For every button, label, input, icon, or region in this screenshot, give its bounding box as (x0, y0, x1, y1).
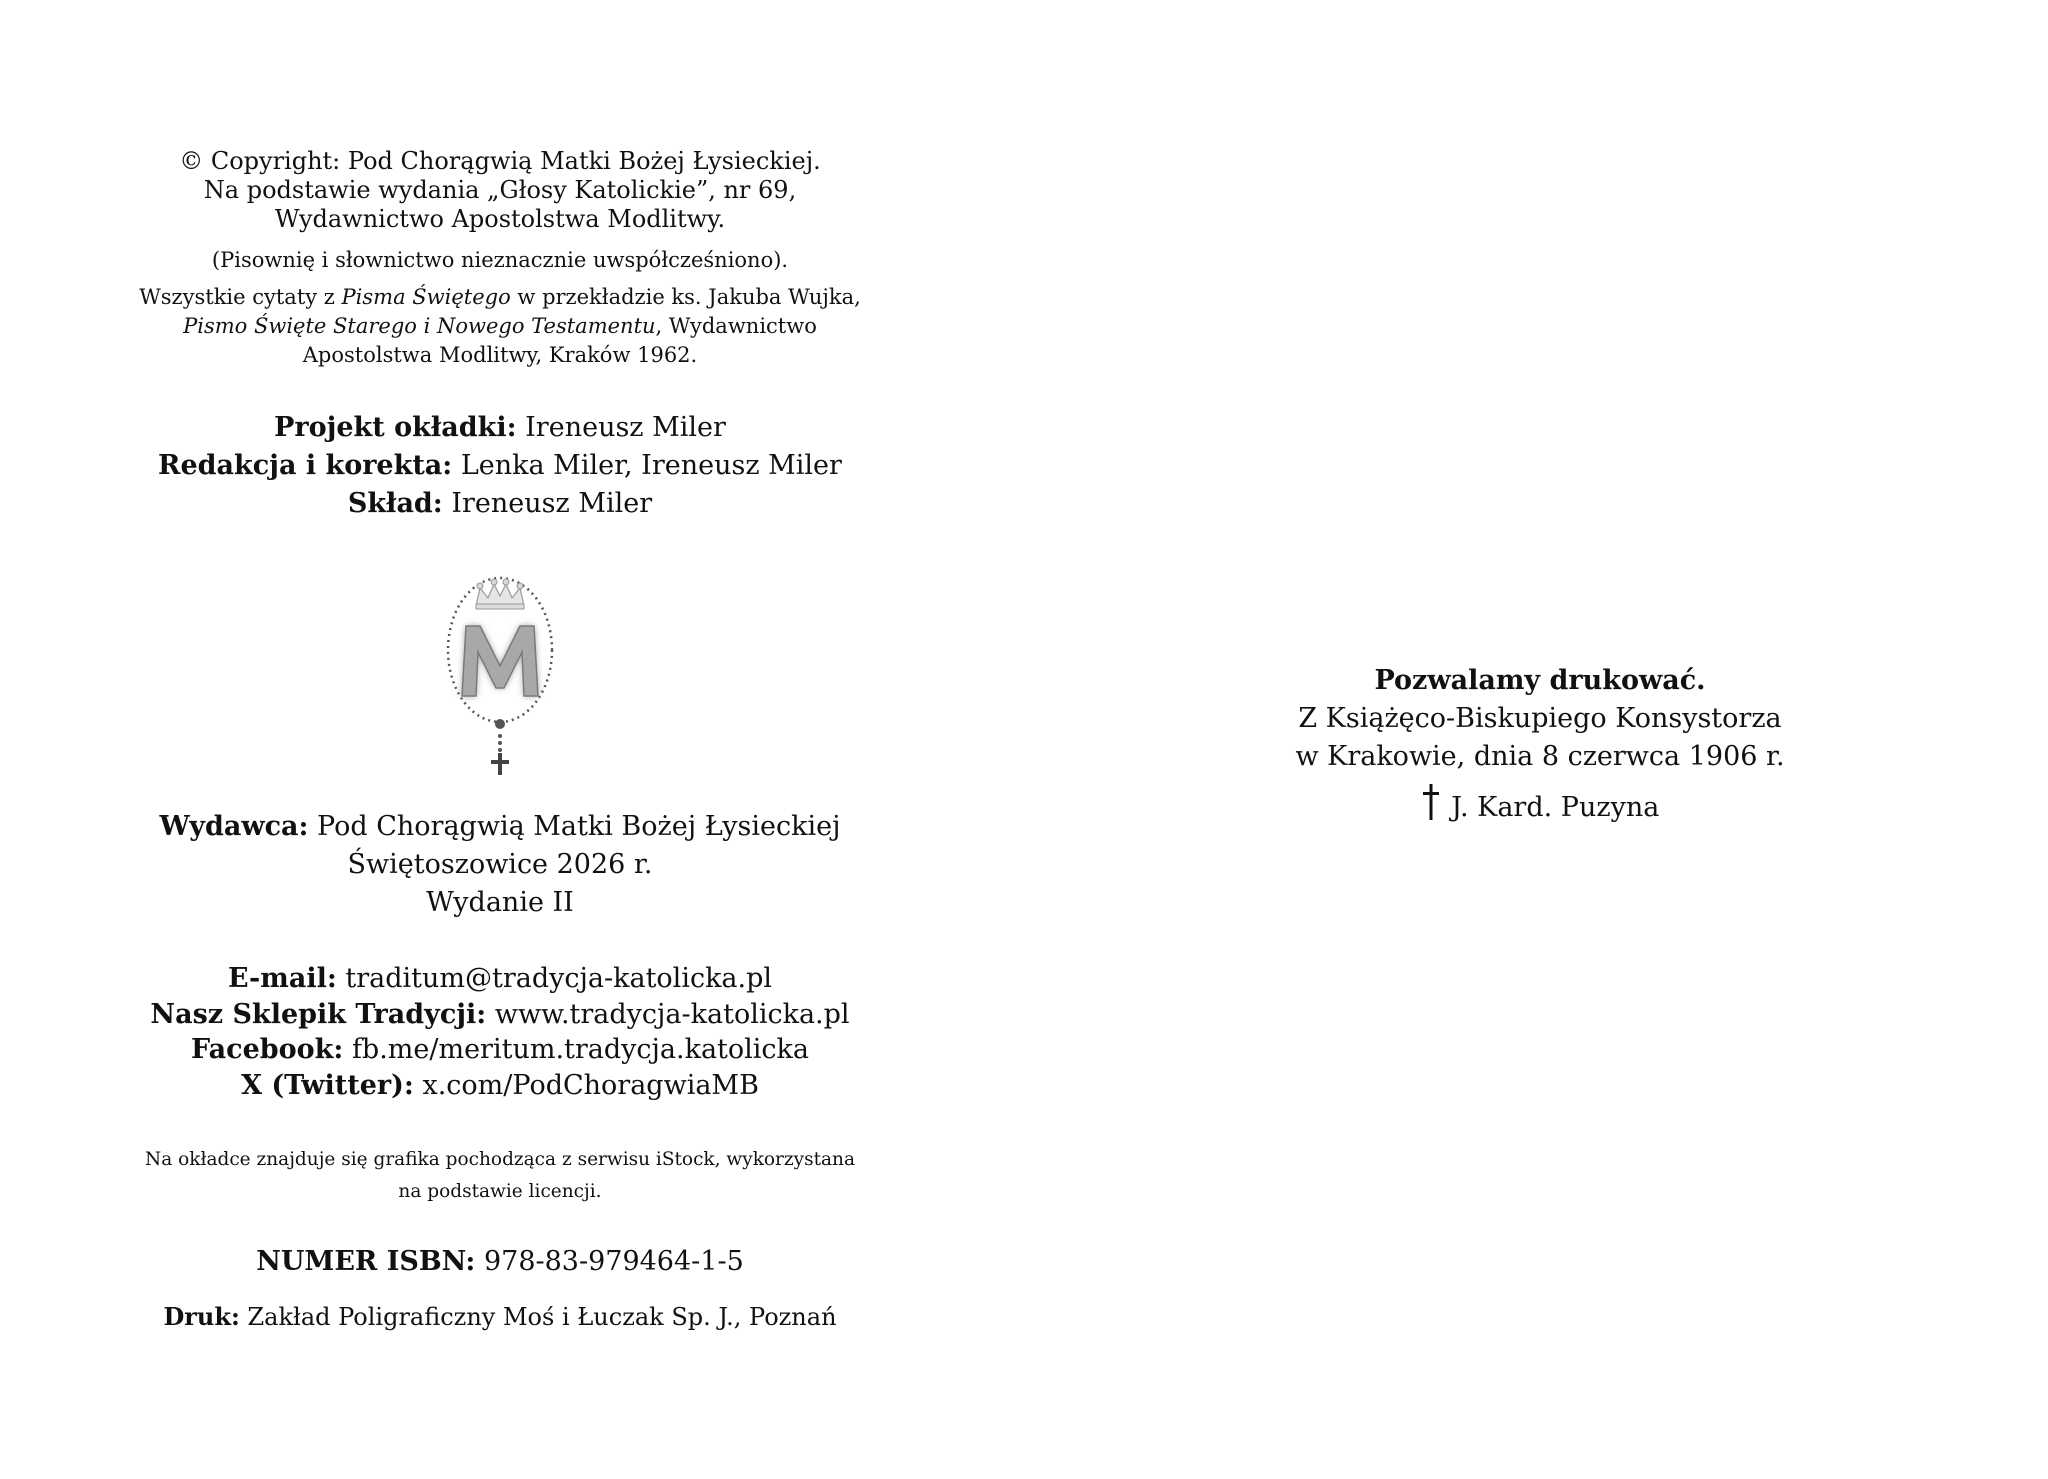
edition-number: Wydanie II (426, 887, 574, 918)
isbn-line: NUMER ISBN: 978-83-979464-1-5 (256, 1246, 744, 1277)
publisher-line: Wydawca: Pod Chorągwią Matki Bożej Łysieckiej (159, 811, 841, 842)
facebook-line: Facebook: fb.me/meritum.tradycja.katolicka (190, 1034, 810, 1065)
bible-quotes-note: Wszystkie cytaty z Pisma Świętego w przekładzie ks. Jakuba Wujka, Pismo Święte Starego i Nowego Testamentu, Wydawnictwo Apostolstwa Modlitwy, Kraków 1962. (139, 285, 861, 367)
consistory-line: Z Książęco-Biskupiego Konsystorza (1298, 703, 1782, 734)
date-line: w Krakowie, dnia 8 czerwca 1906 r. (1295, 741, 1785, 772)
imprimatur-title: Pozwalamy drukować. (1374, 665, 1706, 696)
monogram-m-icon (462, 626, 538, 696)
bible-title-italic: Pisma Świętego (341, 285, 511, 309)
left-page (0, 0, 1000, 1479)
original-publisher-line: Wydawnictwo Apostolstwa Modlitwy. (274, 205, 726, 233)
cross-icon (1421, 782, 1441, 822)
imprimatur-block (1290, 662, 1790, 827)
editing-credit: Redakcja i korekta: Lenka Miler, Ireneusz Miler (158, 450, 842, 481)
rosary-cross-icon (491, 753, 509, 775)
email-line: E-mail: traditum@tradycja-katolicka.pl (227, 963, 773, 994)
publisher-block (100, 808, 900, 922)
contact-block (100, 961, 900, 1103)
copyright-line: © Copyright: Pod Chorągwią Matki Bożej Łysieckiej. (179, 147, 821, 175)
print-line: Druk: Zakład Poligraficzny Moś i Łuczak Sp. J., Poznań (163, 1302, 837, 1331)
credits-block (100, 409, 900, 523)
spelling-note: (Pisownię i słownictwo nieznacznie uwspółcześniono). (211, 248, 789, 272)
edition-source-line: Na podstawie wydania „Głosy Katolickie”, nr 69, (203, 176, 797, 204)
right-page (1000, 0, 2048, 1479)
cover-design-credit: Projekt okładki: Ireneusz Miler (274, 412, 726, 443)
signature-line (1290, 782, 1790, 827)
crown-icon (476, 579, 524, 609)
bible-edition-title-italic: Pismo Święte Starego i Nowego Testamentu (183, 314, 656, 338)
typesetting-credit: Skład: Ireneusz Miler (347, 488, 653, 519)
facebook-link[interactable]: fb.me/meritum.tradycja.katolicka (343, 1034, 810, 1065)
twitter-link[interactable]: x.com/PodChoragwiaMB (413, 1069, 759, 1101)
shop-link[interactable]: www.tradycja-katolicka.pl (486, 998, 850, 1030)
email-link[interactable]: traditum@tradycja-katolicka.pl (336, 963, 773, 994)
cardinal-signature: J. Kard. Puzyna (1442, 792, 1660, 823)
shop-line: Nasz Sklepik Tradycji: www.tradycja-katolicka.pl (150, 998, 850, 1030)
rosary-marian-monogram-icon (436, 566, 564, 776)
copyright-block (100, 147, 900, 234)
publication-place-year: Świętoszowice 2026 r. (347, 849, 653, 880)
twitter-line: X (Twitter): x.com/PodChoragwiaMB (241, 1069, 759, 1101)
cover-image-note: Na okładce znajduje się grafika pochodząca z serwisu iStock, wykorzystana na podstawie licencji. (145, 1149, 855, 1202)
